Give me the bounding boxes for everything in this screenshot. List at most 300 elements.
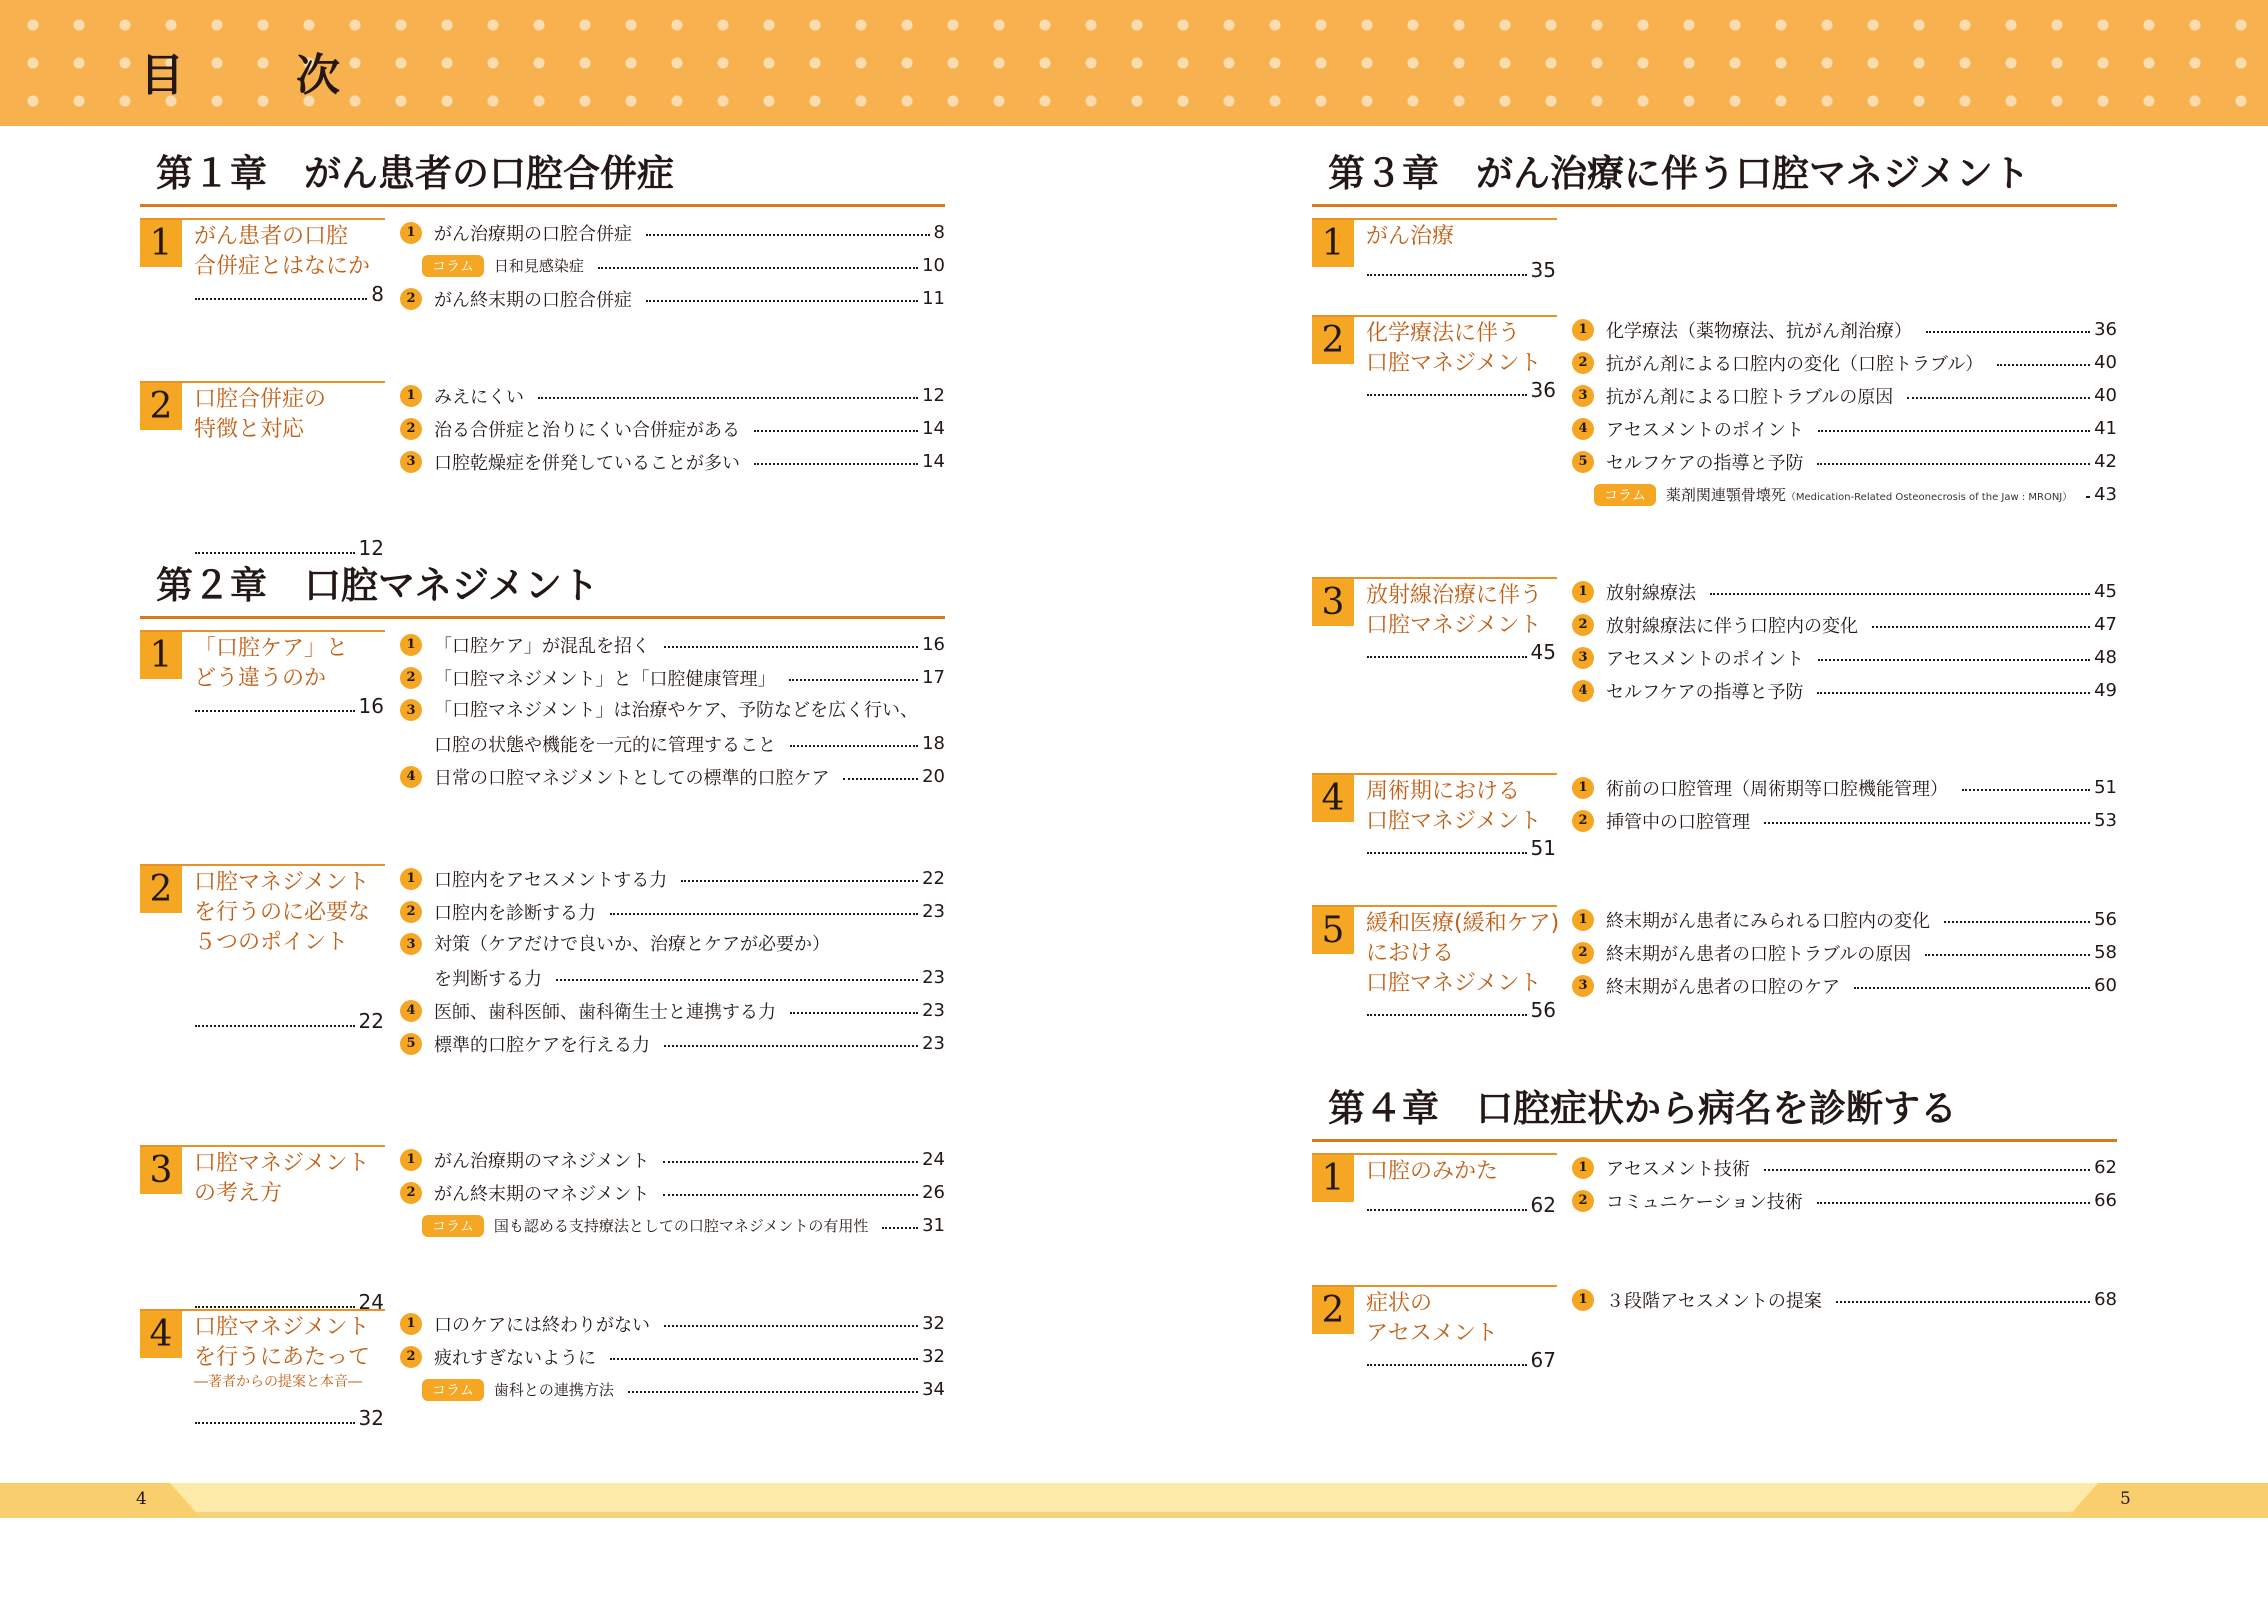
column-entry[interactable] bbox=[400, 1373, 945, 1406]
entry-page: 53 bbox=[2094, 810, 2117, 831]
leader-dots bbox=[754, 430, 918, 432]
bullet-number: 2 bbox=[400, 1182, 422, 1204]
page-number-left: 4 bbox=[136, 1489, 147, 1509]
section-page-number: 51 bbox=[1530, 836, 1556, 860]
entry-text-main: 日常の口腔マネジメントとしての標準的口腔ケア bbox=[434, 767, 830, 789]
bullet-number: 2 bbox=[400, 1346, 422, 1368]
section-page-number: 56 bbox=[1530, 998, 1556, 1022]
entry-page: 40 bbox=[2094, 385, 2117, 406]
leader-dots bbox=[663, 1194, 918, 1196]
entry-text-main: 術前の口腔管理（周術期等口腔機能管理） bbox=[1606, 778, 1948, 800]
footer-tab-right bbox=[2068, 1483, 2268, 1517]
section-heading[interactable] bbox=[1312, 1153, 1557, 1217]
leader-dots bbox=[195, 298, 367, 300]
entry-text bbox=[1606, 1155, 1750, 1181]
section-title-text: 放射線治療に伴う 口腔マネジメント bbox=[1366, 583, 1543, 638]
toc-entry[interactable] bbox=[400, 1340, 945, 1373]
entry-text-main: セルフケアの指導と予防 bbox=[1606, 452, 1804, 474]
column-entry[interactable] bbox=[1572, 478, 2117, 511]
entry-text-main: がん終末期のマネジメント bbox=[434, 1183, 650, 1205]
bullet-number: 1 bbox=[1572, 1157, 1594, 1179]
entry-text bbox=[1666, 484, 2072, 505]
chapter-title: 第１章 がん患者の口腔合併症 bbox=[140, 155, 945, 207]
leader-dots bbox=[610, 913, 918, 915]
section-page-number: 12 bbox=[358, 536, 384, 560]
entry-text-main: 疲れすぎないように bbox=[434, 1347, 596, 1369]
section-page-number: 24 bbox=[358, 1290, 384, 1314]
leader-dots bbox=[1710, 593, 2090, 595]
entry-text-note: （Medication-Related Osteonecrosis of the Jaw : MRONJ） bbox=[1785, 492, 2073, 503]
section-title bbox=[194, 385, 389, 445]
leader-dots bbox=[2086, 496, 2090, 498]
leader-dots bbox=[663, 1161, 918, 1163]
entry-text-main: コミュニケーション技術 bbox=[1606, 1191, 1803, 1213]
leader-dots bbox=[195, 1025, 355, 1027]
entry-text-main: 口腔内を診断する力 bbox=[434, 902, 596, 924]
section-title bbox=[194, 1313, 389, 1391]
column-badge: コラム bbox=[422, 1379, 484, 1401]
leader-dots bbox=[1367, 1364, 1527, 1366]
bullet-number: 1 bbox=[400, 385, 422, 407]
entry-page: 10 bbox=[922, 255, 945, 276]
bullet-number: 3 bbox=[400, 451, 422, 473]
chapter-2 bbox=[140, 564, 945, 1430]
section-title bbox=[1366, 1157, 1561, 1187]
section-items bbox=[1572, 903, 2117, 1002]
toc-entry[interactable] bbox=[1572, 936, 2117, 969]
entry-text-main: 終末期がん患者の口腔トラブルの原因 bbox=[1606, 943, 1912, 965]
leader-dots bbox=[1367, 1209, 1527, 1211]
toc-entry[interactable] bbox=[400, 862, 945, 895]
entry-text-main: 薬剤関連顎骨壊死 bbox=[1665, 486, 1786, 504]
entry-text bbox=[434, 899, 596, 925]
entry-text bbox=[434, 416, 740, 442]
section-title-text: 症状の アセスメント bbox=[1366, 1291, 1498, 1346]
section-page bbox=[1367, 1348, 1556, 1372]
leader-dots bbox=[1764, 1169, 2090, 1171]
chapter-3 bbox=[1312, 152, 2117, 1022]
section-page bbox=[1367, 1193, 1556, 1217]
leader-dots bbox=[1367, 274, 1527, 276]
entry-page: 36 bbox=[2094, 319, 2117, 340]
entry-text-main: 治る合併症と治りにくい合併症がある bbox=[434, 419, 740, 441]
section-heading[interactable] bbox=[1312, 218, 1557, 282]
leader-dots bbox=[195, 710, 355, 712]
page-number-right: 5 bbox=[2120, 1489, 2131, 1509]
toc-entry[interactable] bbox=[400, 994, 945, 1027]
bullet-number: 1 bbox=[400, 868, 422, 890]
entry-page: 23 bbox=[922, 1033, 945, 1054]
entry-text-main: がん治療期の口腔合併症 bbox=[434, 223, 632, 245]
bullet-number: 2 bbox=[1572, 614, 1594, 636]
leader-dots bbox=[1925, 954, 2090, 956]
leader-dots bbox=[610, 1358, 918, 1360]
bullet-number: 3 bbox=[1572, 647, 1594, 669]
section-title-text: 口腔マネジメント を行うのに必要な ５つのポイント bbox=[194, 870, 371, 955]
entry-text bbox=[434, 632, 650, 658]
entry-page: 40 bbox=[2094, 352, 2117, 373]
entry-text-main: みえにくい bbox=[434, 386, 524, 408]
leader-dots bbox=[646, 234, 930, 236]
entry-page: 14 bbox=[922, 451, 945, 472]
entry-text bbox=[1606, 350, 1983, 376]
entry-text bbox=[434, 1344, 596, 1370]
footer-line bbox=[0, 1512, 2268, 1518]
section-items bbox=[400, 862, 945, 1060]
toc-entry[interactable] bbox=[1572, 346, 2117, 379]
entry-line2 bbox=[434, 727, 945, 760]
entry-page: 16 bbox=[922, 634, 945, 655]
toc-entry[interactable] bbox=[400, 1027, 945, 1060]
leader-dots bbox=[1926, 331, 2090, 333]
section-page-number: 16 bbox=[358, 694, 384, 718]
leader-dots bbox=[790, 1012, 918, 1014]
entry-text bbox=[434, 383, 524, 409]
section-number: 4 bbox=[1312, 775, 1354, 822]
section-items bbox=[1572, 1283, 2117, 1316]
leader-dots bbox=[1367, 394, 1527, 396]
toc-entry[interactable] bbox=[400, 1307, 945, 1340]
toc-entry[interactable] bbox=[400, 1176, 945, 1209]
toc-entry[interactable] bbox=[400, 928, 945, 994]
section-number: 3 bbox=[1312, 579, 1354, 626]
entry-page: 14 bbox=[922, 418, 945, 439]
toc-entry[interactable] bbox=[400, 760, 945, 793]
section-page bbox=[1367, 836, 1556, 860]
toc-entry[interactable] bbox=[400, 661, 945, 694]
bullet-number: 3 bbox=[400, 699, 422, 721]
entry-page: 56 bbox=[2094, 909, 2117, 930]
entry-page: 24 bbox=[922, 1149, 945, 1170]
column-entry[interactable] bbox=[400, 249, 945, 282]
section-heading[interactable] bbox=[1312, 577, 1557, 664]
toc-entry[interactable] bbox=[1572, 969, 2117, 1002]
section-number: 4 bbox=[140, 1311, 182, 1358]
leader-dots bbox=[1817, 692, 2090, 694]
bullet-number: 4 bbox=[1572, 680, 1594, 702]
toc-entry[interactable] bbox=[1572, 1283, 2117, 1316]
entry-page: 48 bbox=[2094, 647, 2117, 668]
toc-entry[interactable] bbox=[400, 628, 945, 661]
section-page bbox=[1367, 378, 1556, 402]
bullet-number: 1 bbox=[1572, 581, 1594, 603]
leader-dots bbox=[1367, 852, 1527, 854]
section-heading[interactable] bbox=[1312, 1285, 1557, 1372]
toc-entry[interactable] bbox=[1572, 641, 2117, 674]
toc-entry[interactable] bbox=[400, 445, 945, 478]
leader-dots bbox=[556, 979, 918, 981]
entry-line2 bbox=[434, 961, 945, 994]
leader-dots bbox=[1817, 1202, 2090, 1204]
entry-page: 41 bbox=[2094, 418, 2117, 439]
entry-text bbox=[1606, 907, 1930, 933]
section-title-text: 口腔のみかた bbox=[1366, 1159, 1499, 1184]
entry-text-main: 日和見感染症 bbox=[493, 257, 584, 275]
entry-text bbox=[1606, 449, 1803, 475]
bullet-number: 2 bbox=[400, 667, 422, 689]
entry-text bbox=[434, 1031, 650, 1057]
leader-dots bbox=[646, 300, 918, 302]
entry-body bbox=[434, 694, 945, 760]
entry-text-main: 口腔内をアセスメントする力 bbox=[434, 869, 668, 891]
toc-entry[interactable] bbox=[1572, 608, 2117, 641]
entry-text-main: 口のケアには終わりがない bbox=[434, 1314, 650, 1336]
leader-dots bbox=[1872, 626, 2090, 628]
entry-page: 26 bbox=[922, 1182, 945, 1203]
section-page-number: 62 bbox=[1530, 1193, 1556, 1217]
leader-dots bbox=[598, 267, 918, 269]
entry-text bbox=[434, 998, 776, 1024]
section-number: 1 bbox=[1312, 220, 1354, 267]
section-title bbox=[194, 222, 389, 282]
section-heading[interactable] bbox=[140, 381, 385, 560]
leader-dots bbox=[1818, 659, 2090, 661]
bullet-number: 2 bbox=[400, 288, 422, 310]
entry-page: 45 bbox=[2094, 581, 2117, 602]
entry-page: 34 bbox=[922, 1379, 945, 1400]
section-items bbox=[400, 379, 945, 478]
toc-entry[interactable] bbox=[1572, 575, 2117, 608]
entry-page: 32 bbox=[922, 1313, 945, 1334]
section-page bbox=[195, 282, 384, 306]
toc-entry[interactable] bbox=[400, 694, 945, 760]
entry-text bbox=[434, 764, 829, 790]
section-number: 2 bbox=[1312, 1287, 1354, 1334]
entry-page: 62 bbox=[2094, 1157, 2117, 1178]
section-heading[interactable] bbox=[1312, 773, 1557, 860]
column-badge: コラム bbox=[422, 1215, 484, 1237]
toc-entry[interactable] bbox=[1572, 1184, 2117, 1217]
section-title bbox=[1366, 909, 1561, 999]
entry-text bbox=[434, 866, 667, 892]
toc-entry[interactable] bbox=[1572, 1151, 2117, 1184]
section-page bbox=[1367, 640, 1556, 664]
entry-text-main: 「口腔ケア」が混乱を招く bbox=[434, 635, 650, 657]
section-items bbox=[1572, 575, 2117, 707]
section-heading[interactable] bbox=[140, 864, 385, 1033]
section-title bbox=[194, 868, 389, 958]
leader-dots bbox=[1367, 1014, 1527, 1016]
entry-text-main: 放射線療法に伴う口腔内の変化 bbox=[1606, 615, 1858, 637]
entry-text bbox=[434, 286, 632, 312]
toc-entry[interactable] bbox=[400, 1143, 945, 1176]
toc-entry[interactable] bbox=[400, 412, 945, 445]
entry-text bbox=[434, 1180, 649, 1206]
section-page-number: 45 bbox=[1530, 640, 1556, 664]
chapter-title: 第３章 がん治療に伴う口腔マネジメント bbox=[1312, 155, 2117, 207]
entry-text-main: 挿管中の口腔管理 bbox=[1606, 811, 1750, 833]
entry-text bbox=[494, 1379, 614, 1400]
leader-dots bbox=[1962, 789, 2090, 791]
entry-text bbox=[1606, 775, 1948, 801]
section-page bbox=[1367, 998, 1556, 1022]
leader-dots bbox=[789, 679, 918, 681]
entry-page: 42 bbox=[2094, 451, 2117, 472]
bullet-number: 1 bbox=[1572, 319, 1594, 341]
entry-text bbox=[1606, 383, 1893, 409]
toc-entry[interactable] bbox=[1572, 445, 2117, 478]
bullet-number: 1 bbox=[400, 634, 422, 656]
section-title bbox=[1366, 222, 1561, 252]
bullet-number: 1 bbox=[1572, 909, 1594, 931]
leader-dots bbox=[1854, 987, 2090, 989]
entry-page: 23 bbox=[922, 901, 945, 922]
entry-page: 23 bbox=[922, 1000, 945, 1021]
section-heading[interactable] bbox=[140, 630, 385, 718]
entry-page: 23 bbox=[922, 967, 945, 988]
toc-entry[interactable] bbox=[400, 216, 945, 249]
toc-entry[interactable] bbox=[1572, 412, 2117, 445]
toc-entry[interactable] bbox=[400, 895, 945, 928]
bullet-number: 4 bbox=[400, 1000, 422, 1022]
bullet-number: 4 bbox=[400, 766, 422, 788]
section-title bbox=[194, 634, 389, 694]
bullet-number: 3 bbox=[400, 933, 422, 955]
page-title: 目 次 bbox=[140, 50, 374, 101]
section-title-text: 周術期における 口腔マネジメント bbox=[1366, 779, 1542, 834]
toc-entry[interactable] bbox=[1572, 313, 2117, 346]
column-entry[interactable] bbox=[400, 1209, 945, 1242]
toc-entry[interactable] bbox=[1572, 674, 2117, 707]
leader-dots bbox=[195, 552, 355, 554]
entry-text-main: 標準的口腔ケアを行える力 bbox=[434, 1034, 650, 1056]
bullet-number: 2 bbox=[1572, 942, 1594, 964]
entry-page: 68 bbox=[2094, 1289, 2117, 1310]
leader-dots bbox=[754, 463, 918, 465]
section-title-text: 化学療法に伴う 口腔マネジメント bbox=[1366, 321, 1542, 376]
entry-page: 47 bbox=[2094, 614, 2117, 635]
entry-text-main: セルフケアの指導と予防 bbox=[1606, 681, 1804, 703]
toc-entry[interactable] bbox=[400, 379, 945, 412]
entry-text bbox=[1606, 808, 1750, 834]
section-page-number: 35 bbox=[1530, 258, 1556, 282]
section-subtitle: ―著者からの提案と本音― bbox=[194, 1374, 362, 1390]
section-number: 3 bbox=[140, 1147, 182, 1194]
entry-page: 20 bbox=[922, 766, 945, 787]
bullet-number: 1 bbox=[1572, 1289, 1594, 1311]
leader-dots bbox=[1997, 364, 2090, 366]
section-items bbox=[400, 216, 945, 315]
entry-text bbox=[1606, 317, 1912, 343]
section-page bbox=[1367, 258, 1556, 282]
leader-dots bbox=[195, 1422, 355, 1424]
entry-page: 58 bbox=[2094, 942, 2117, 963]
section-title bbox=[1366, 319, 1561, 379]
entry-text-main: 抗がん剤による口腔内の変化（口腔トラブル） bbox=[1606, 353, 1984, 375]
chapter-title: 第２章 口腔マネジメント bbox=[140, 567, 945, 619]
entry-text-main: 終末期がん患者の口腔のケア bbox=[1606, 976, 1840, 998]
entry-page: 12 bbox=[922, 385, 945, 406]
section-title bbox=[1366, 777, 1561, 837]
section-items bbox=[400, 628, 945, 793]
entry-page: 49 bbox=[2094, 680, 2117, 701]
section-title-text: がん治療 bbox=[1366, 224, 1455, 249]
leader-dots bbox=[1817, 463, 2090, 465]
toc-entry[interactable] bbox=[1572, 771, 2117, 804]
bullet-number: 2 bbox=[400, 418, 422, 440]
section-page-number: 32 bbox=[358, 1406, 384, 1430]
leader-dots bbox=[195, 1306, 355, 1308]
section-page bbox=[195, 1009, 384, 1033]
entry-text-main: アセスメントのポイント bbox=[1606, 419, 1804, 441]
bullet-number: 1 bbox=[400, 222, 422, 244]
entry-text-main: アセスメント技術 bbox=[1606, 1158, 1750, 1180]
leader-dots bbox=[1836, 1301, 2090, 1303]
section-page bbox=[195, 536, 384, 560]
section-number: 1 bbox=[140, 632, 182, 679]
section-title bbox=[1366, 581, 1561, 641]
entry-page: 22 bbox=[922, 868, 945, 889]
leader-dots bbox=[1907, 397, 2090, 399]
section-number: 5 bbox=[1312, 907, 1354, 954]
entry-text-main: がん治療期のマネジメント bbox=[434, 1150, 650, 1172]
entry-text bbox=[1606, 678, 1803, 704]
entry-text bbox=[434, 220, 632, 246]
entry-text bbox=[1606, 1188, 1803, 1214]
toc-entry[interactable] bbox=[1572, 379, 2117, 412]
bullet-number: 5 bbox=[400, 1033, 422, 1055]
entry-text-main: 歯科との連携方法 bbox=[493, 1381, 614, 1399]
entry-text bbox=[1606, 940, 1911, 966]
bullet-number: 2 bbox=[1572, 810, 1594, 832]
section-title-text: がん患者の口腔 合併症とはなにか bbox=[194, 224, 371, 279]
section-items bbox=[1572, 1151, 2117, 1217]
bullet-number: 3 bbox=[1572, 975, 1594, 997]
section-number: 1 bbox=[1312, 1155, 1354, 1202]
entry-text bbox=[434, 1147, 649, 1173]
entry-page: 17 bbox=[922, 667, 945, 688]
toc-entry[interactable] bbox=[400, 282, 945, 315]
section-heading[interactable] bbox=[140, 1309, 385, 1430]
bullet-number: 4 bbox=[1572, 418, 1594, 440]
bullet-number: 1 bbox=[400, 1313, 422, 1335]
chapter-4 bbox=[1312, 1087, 2117, 1372]
section-page bbox=[195, 694, 384, 718]
toc-entry[interactable] bbox=[1572, 903, 2117, 936]
section-title bbox=[1366, 1289, 1561, 1349]
entry-text: 「口腔マネジメント」は治療やケア、予防などを広く行い、 bbox=[434, 700, 919, 721]
leader-dots bbox=[664, 1045, 918, 1047]
entry-page: 8 bbox=[933, 222, 945, 243]
bullet-number: 5 bbox=[1572, 451, 1594, 473]
entry-text bbox=[1606, 645, 1804, 671]
entry-text-main: アセスメントのポイント bbox=[1606, 648, 1804, 670]
section-heading[interactable] bbox=[1312, 905, 1560, 1022]
section-heading[interactable] bbox=[140, 1145, 385, 1314]
entry-text bbox=[494, 255, 584, 276]
footer-tab-left bbox=[0, 1483, 200, 1517]
section-items bbox=[1572, 313, 2117, 511]
bullet-number: 2 bbox=[1572, 1190, 1594, 1212]
leader-dots bbox=[882, 1227, 918, 1229]
bullet-number: 2 bbox=[400, 901, 422, 923]
leader-dots bbox=[843, 778, 918, 780]
section-title-text: 口腔合併症の 特徴と対応 bbox=[194, 387, 327, 442]
bullet-number: 1 bbox=[400, 1149, 422, 1171]
entry-text bbox=[1606, 579, 1696, 605]
entry-page: 31 bbox=[922, 1215, 945, 1236]
entry-page: 32 bbox=[922, 1346, 945, 1367]
section-items bbox=[400, 1307, 945, 1406]
section-heading[interactable] bbox=[1312, 315, 1557, 402]
entry-text-main: ３段階アセスメントの提案 bbox=[1606, 1290, 1822, 1312]
section-title-text: 「口腔ケア」と どう違うのか bbox=[194, 636, 349, 691]
toc-entry[interactable] bbox=[1572, 804, 2117, 837]
section-number: 1 bbox=[140, 220, 182, 267]
section-heading[interactable] bbox=[140, 218, 385, 306]
entry-text-continued: 口腔の状態や機能を一元的に管理すること bbox=[434, 734, 776, 756]
entry-text bbox=[434, 449, 740, 475]
